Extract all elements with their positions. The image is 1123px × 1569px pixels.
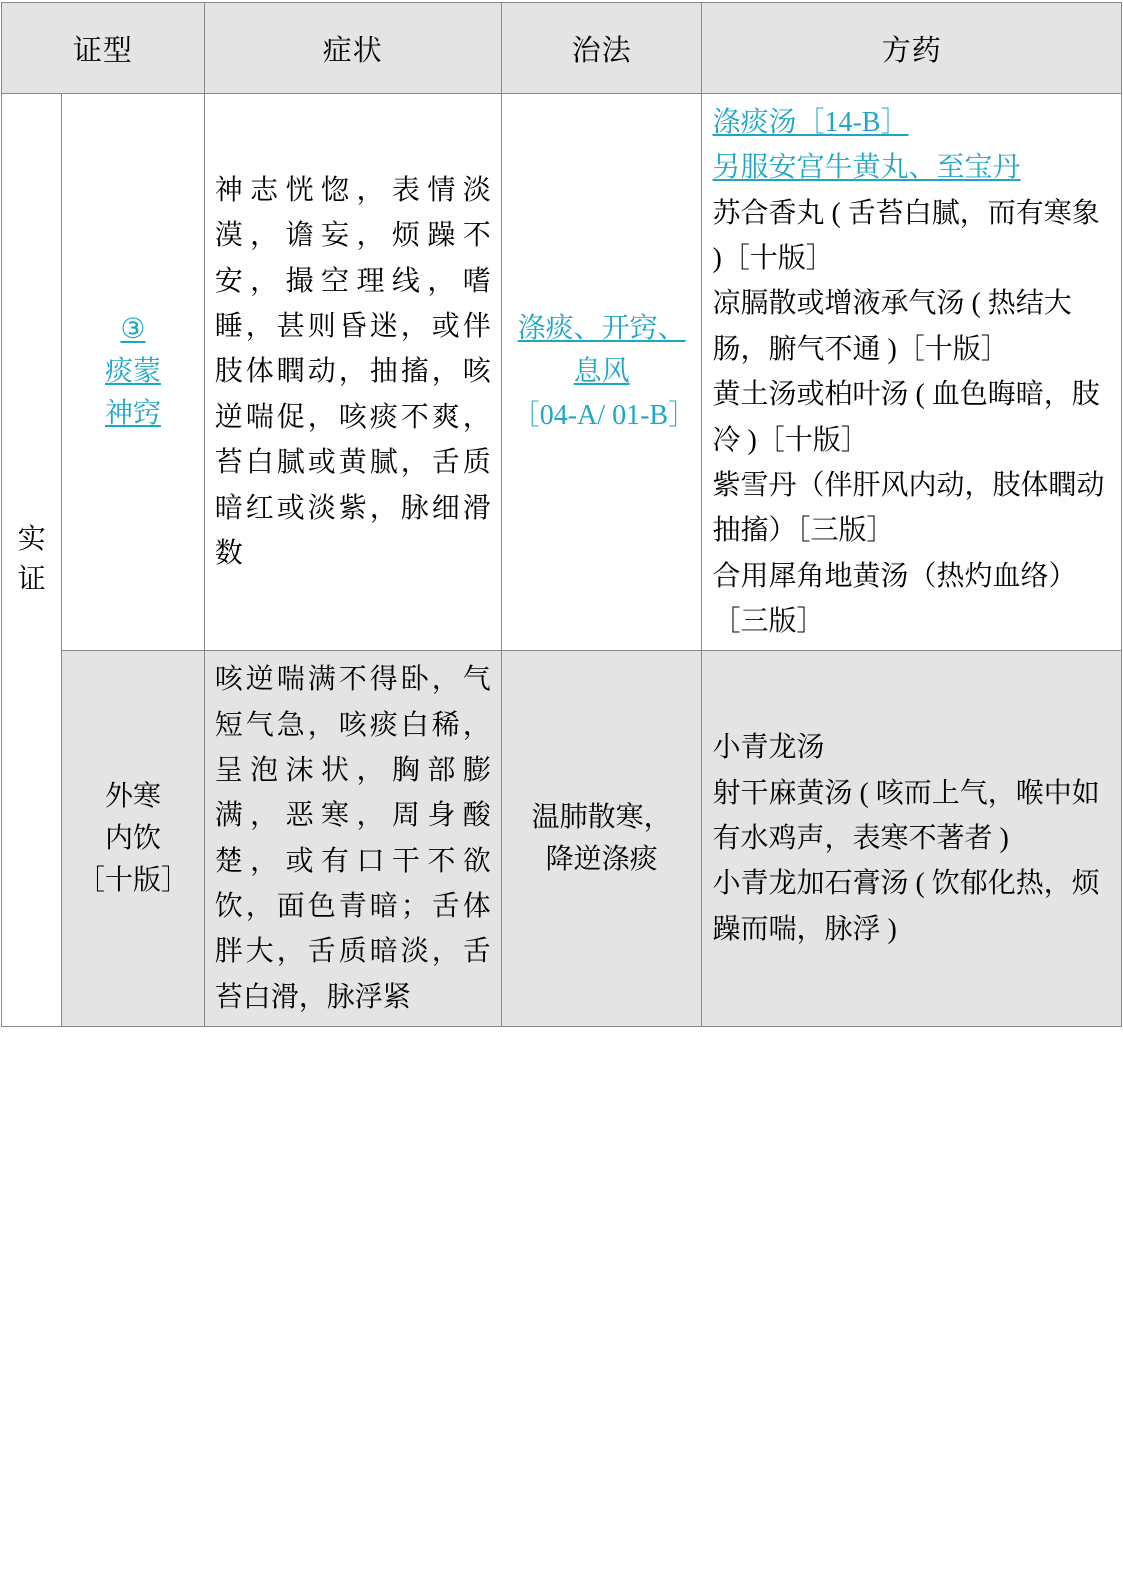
prescriptions-phlegm: [702, 94, 1122, 651]
pattern-line-1: 痰蒙: [104, 356, 161, 388]
treatment-ref: ［04-A/ 01-B］: [511, 399, 697, 431]
prescription-item: 苏合香丸 ( 舌苔白腻，而有寒象 )［十版］: [712, 197, 1100, 275]
header-treatment: 治法: [501, 3, 702, 94]
treatment-line-2: 降逆涤痰: [545, 843, 658, 875]
header-prescription: 方药: [702, 3, 1122, 94]
table-header-row: [2, 3, 1122, 94]
pattern-name-cold: [62, 651, 205, 1027]
prescription-item: 黄土汤或柏叶汤 ( 血色晦暗，肢冷 )［十版］: [712, 379, 1100, 456]
syndrome-table: [1, 2, 1122, 1027]
prescription-item: 另服安宫牛黄丸、至宝丹: [712, 152, 1021, 184]
prescription-item: 涤痰汤［14-B］: [712, 107, 909, 138]
header-pattern: 证型: [2, 3, 205, 94]
prescriptions-cold: [702, 651, 1122, 1027]
pattern-line-3: ［十版］: [76, 864, 189, 896]
pattern-line-2: 神窍: [104, 398, 161, 430]
group-label-excess: [2, 94, 62, 1027]
group-label-char-1: 实: [17, 523, 46, 555]
table-row: [2, 651, 1122, 1027]
table-row: [2, 94, 1122, 651]
group-label-char-2: 证: [17, 564, 46, 596]
treatment-phlegm: [501, 94, 702, 651]
prescription-item: 合用犀角地黄汤（热灼血络）［三版］: [712, 560, 1077, 637]
prescription-item: 紫雪丹（伴肝风内动，肢体瞤动抽搐）［三版］: [712, 469, 1105, 547]
prescription-item: 射干麻黄汤 ( 咳而上气，喉中如有水鸡声，表寒不著者 ): [712, 777, 1100, 855]
pattern-line-2: 内饮: [104, 822, 161, 854]
symptoms-cold: 咳逆喘满不得卧，气短气急，咳痰白稀，呈泡沫状，胸部膨满，恶寒，周身酸楚，或有口干不欲饮，面色青暗；舌体胖大，舌质暗淡，舌苔白滑，脉浮紧: [204, 651, 501, 1027]
treatment-cold: [501, 651, 702, 1027]
pattern-name-phlegm: [62, 94, 205, 651]
pattern-line-1: 外寒: [104, 780, 161, 812]
pattern-number: ③: [120, 314, 146, 346]
symptoms-phlegm: 神志恍惚，表情淡漠，谵妄，烦躁不安，撮空理线，嗜睡，甚则昏迷，或伴肢体瞤动，抽搐，咳逆喘促，咳痰不爽，苔白腻或黄腻，舌质暗红或淡紫，脉细滑数: [204, 94, 501, 651]
prescription-item: 小青龙汤: [712, 732, 825, 764]
header-symptoms: 症状: [204, 3, 501, 94]
treatment-line-1: 温肺散寒，: [531, 801, 672, 833]
prescription-item: 凉膈散或增液承气汤 ( 热结大肠，腑气不通 )［十版］: [712, 288, 1072, 365]
treatment-main: 涤痰、开窍、息风: [517, 313, 686, 388]
prescription-item: 小青龙加石膏汤 ( 饮郁化热，烦躁而喘，脉浮 ): [712, 868, 1100, 945]
